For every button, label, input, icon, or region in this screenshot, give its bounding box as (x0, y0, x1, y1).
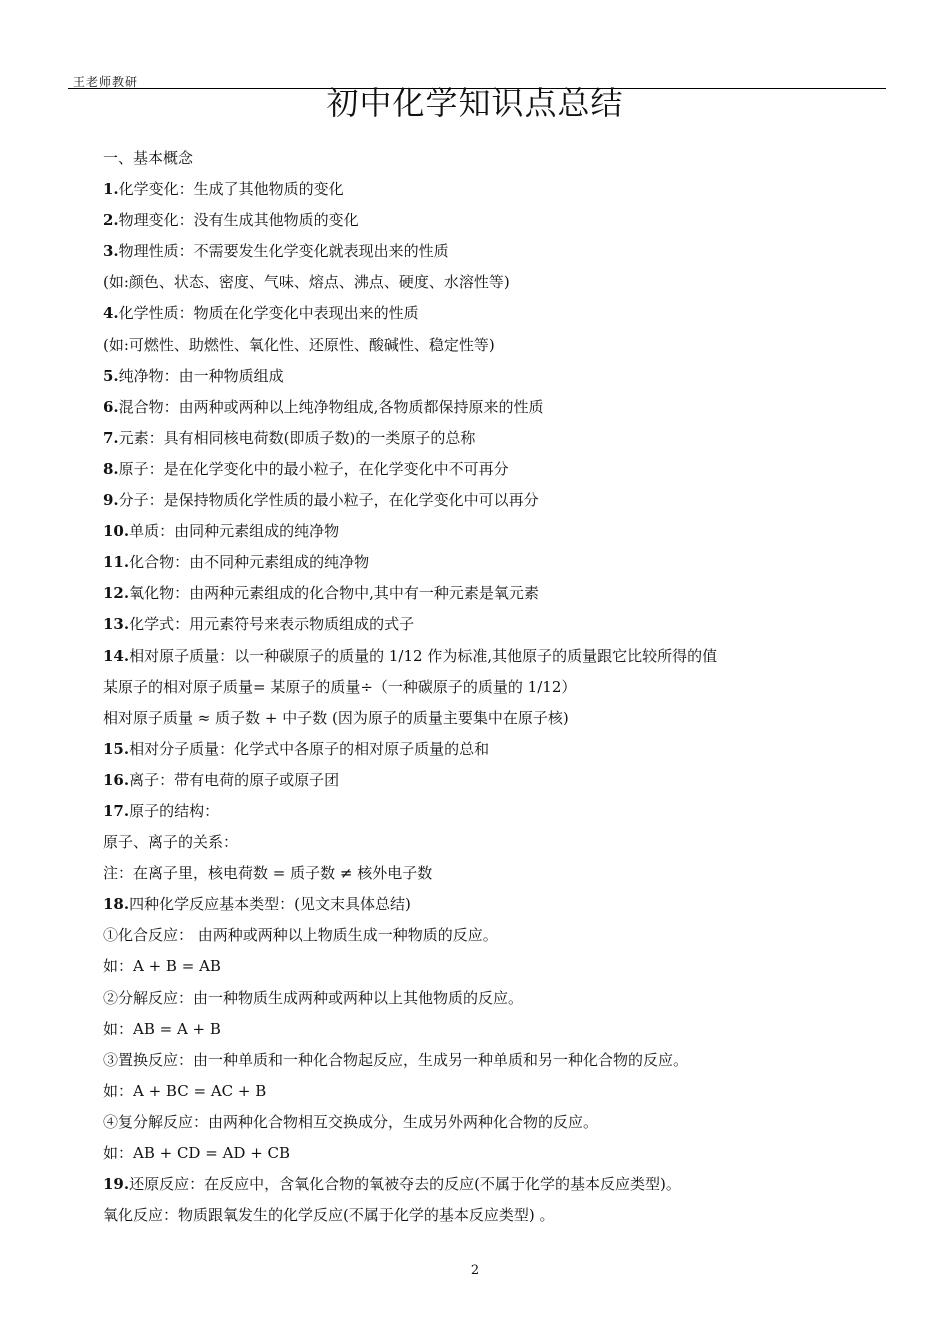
definition-line: 相对原子质量 ≈ 质子数 + 中子数 (因为原子的质量主要集中在原子核) (103, 708, 569, 727)
definition-line: ④复分解反应：由两种化合物相互交换成分，生成另外两种化合物的反应。 (103, 1112, 599, 1131)
page-number: 2 (470, 1263, 480, 1278)
definition-line: 10.单质：由同种元素组成的纯净物 (103, 522, 340, 541)
definition-line: 19.还原反应：在反应中，含氧化合物的氧被夺去的反应(不属于化学的基本反应类型)。 (103, 1175, 681, 1194)
header-mark: 王老师教研 (73, 75, 139, 89)
definition-line: 13.化学式：用元素符号来表示物质组成的式子 (103, 615, 415, 634)
definition-line: 1.化学变化：生成了其他物质的变化 (103, 180, 344, 199)
page-title: 初中化学知识点总结 (326, 84, 624, 122)
definition-line: ②分解反应：由一种物质生成两种或两种以上其他物质的反应。 (103, 988, 524, 1007)
definition-line: 8.原子：是在化学变化中的最小粒子，在化学变化中不可再分 (103, 459, 509, 478)
definition-line: ①化合反应： 由两种或两种以上物质生成一种物质的反应。 (103, 926, 498, 945)
definition-line: 如：A + B = AB (103, 957, 221, 976)
definition-line: 7.元素：具有相同核电荷数(即质子数)的一类原子的总称 (103, 428, 476, 447)
definition-line: 5.纯净物：由一种物质组成 (103, 366, 284, 385)
definition-line: 注：在离子里，核电荷数 = 质子数 ≠ 核外电子数 (103, 864, 433, 883)
definition-line: (如:颜色、状态、密度、气味、熔点、沸点、硬度、水溶性等) (103, 273, 510, 292)
definition-line: 某原子的相对原子质量= 某原子的质量÷（一种碳原子的质量的 1/12） (103, 677, 577, 696)
definition-line: 14.相对原子质量：以一种碳原子的质量的 1/12 作为标准,其他原子的质量跟它比较所得的值 (103, 646, 718, 665)
definition-line: 16.离子：带有电荷的原子或原子团 (103, 770, 340, 789)
document-body (103, 143, 893, 1231)
definition-line: 原子、离子的关系： (103, 833, 239, 852)
definition-line: 6.混合物：由两种或两种以上纯净物组成,各物质都保持原来的性质 (103, 397, 544, 416)
definition-line: 4.化学性质：物质在化学变化中表现出来的性质 (103, 304, 419, 323)
definition-line: 15.相对分子质量：化学式中各原子的相对原子质量的总和 (103, 739, 490, 758)
definition-line: 如：AB + CD = AD + CB (103, 1144, 291, 1162)
definition-line: 如：A + BC = AC + B (103, 1081, 267, 1100)
section-heading: 一、基本概念 (103, 149, 194, 167)
definition-line: ③置换反应：由一种单质和一种化合物起反应，生成另一种单质和另一种化合物的反应。 (103, 1050, 689, 1069)
definition-line: (如:可燃性、助燃性、氧化性、还原性、酸碱性、稳定性等) (103, 335, 495, 354)
definition-line: 氧化反应：物质跟氧发生的化学反应(不属于化学的基本反应类型) 。 (103, 1206, 555, 1225)
definition-line: 17.原子的结构： (103, 801, 220, 820)
definition-line: 18.四种化学反应基本类型：(见文末具体总结) (103, 895, 411, 914)
definition-line: 3.物理性质：不需要发生化学变化就表现出来的性质 (103, 242, 449, 261)
definition-line: 12.氧化物：由两种元素组成的化合物中,其中有一种元素是氧元素 (103, 584, 539, 603)
definition-line: 9.分子：是保持物质化学性质的最小粒子，在化学变化中可以再分 (103, 491, 539, 510)
definition-line: 如：AB = A + B (103, 1019, 221, 1038)
definition-line: 2.物理变化：没有生成其他物质的变化 (103, 211, 359, 230)
definition-line: 11.化合物：由不同种元素组成的纯净物 (103, 553, 370, 572)
